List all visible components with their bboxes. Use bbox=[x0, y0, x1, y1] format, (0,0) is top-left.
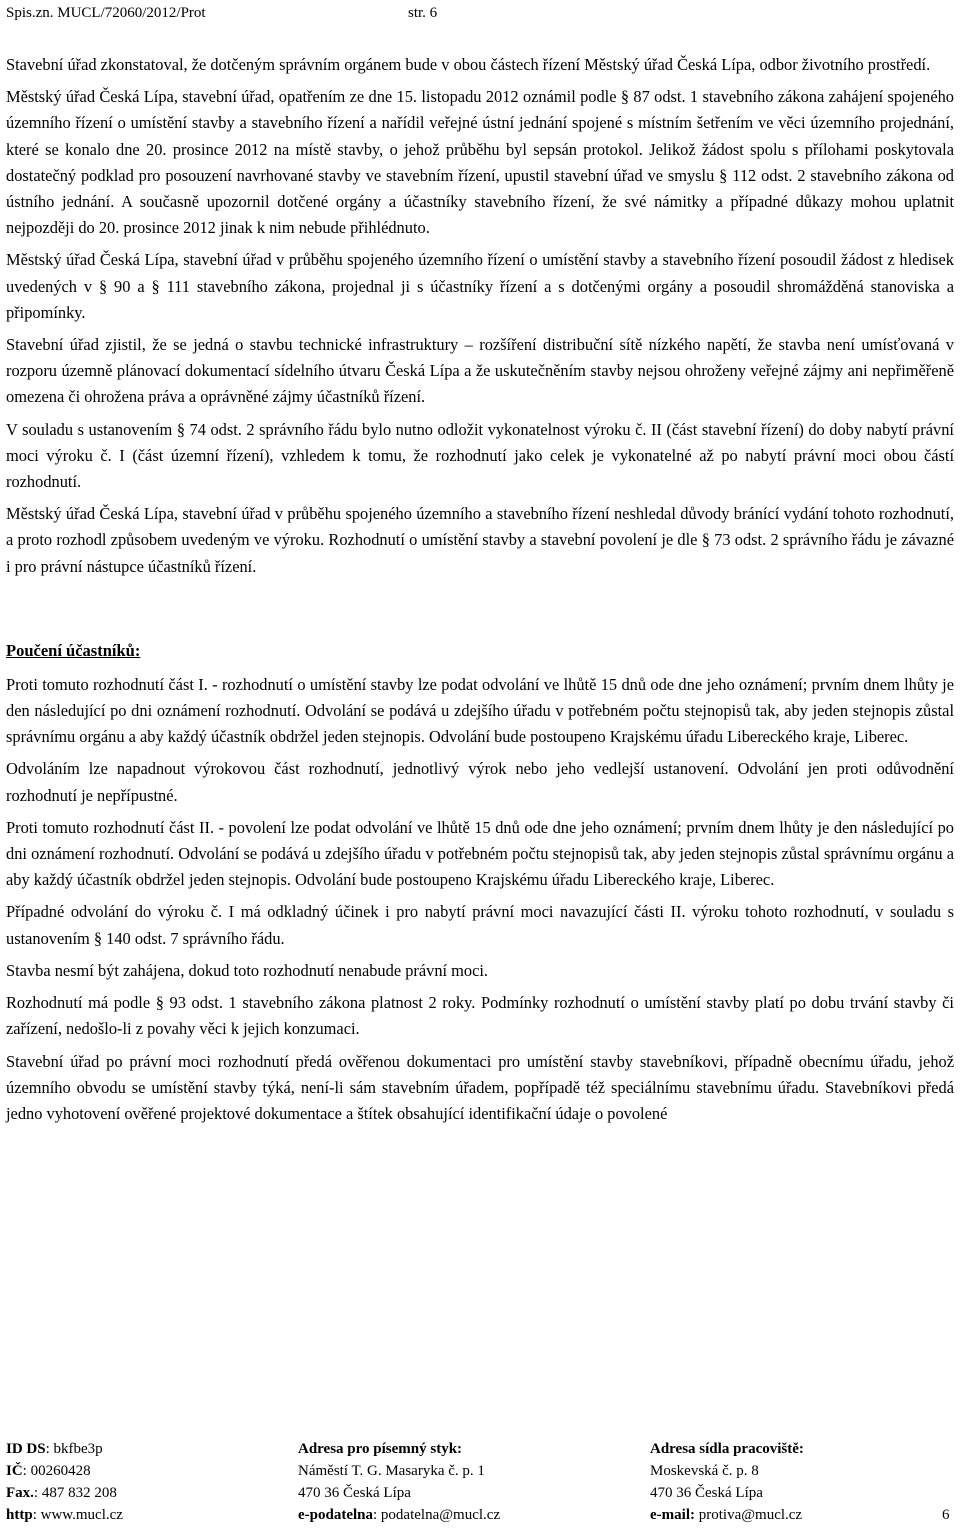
footer-contact-column bbox=[6, 1438, 123, 1526]
paragraph: Rozhodnutí má podle § 93 odst. 1 stavebního zákona platnost 2 roky. Podmínky rozhodnutí o umístění stavby platí po dobu trvání stavby či zařízení, nedošlo-li z povahy věci k jejich konzumaci. bbox=[6, 993, 954, 1039]
footer-postal-address bbox=[298, 1438, 500, 1526]
company-id: IČ: 00260428 bbox=[6, 1463, 91, 1479]
e-filing-address: e-podatelna: podatelna@mucl.cz bbox=[298, 1507, 501, 1523]
paragraph: Proti tomuto rozhodnutí část I. - rozhodnutí o umístění stavby lze podat odvolání ve lhůtě 15 dnů ode dne jeho oznámení; prvním dnem lhůty je den následující po dni oznámení rozhodnutí. Odvolání se podává u zdejšího úřadu v potřebném počtu stejnopisů tak, aby jeden stejnopis zůstal správnímu orgánu a aby každý účastník obdržel jeden stejnopis. Odvolání bude postoupeno Krajskému úřadu Libereckého kraje, Liberec. bbox=[6, 674, 954, 747]
paragraph: Městský úřad Česká Lípa, stavební úřad v průběhu spojeného územního a stavebního řízení neshledal důvody bránící vydání tohoto rozhodnutí, a proto rozhodl způsobem uvedeným ve výroku. Rozhodnutí o umístění stavby a stavební povolení je dle § 73 odst. 2 správního řádu je závazné i pro právní nástupce účastníků řízení. bbox=[6, 504, 954, 576]
file-reference: Spis.zn. MUCL/72060/2012/Prot bbox=[6, 5, 206, 21]
page-label: str. 6 bbox=[408, 5, 438, 21]
page-footer bbox=[6, 1438, 954, 1528]
paragraph: Odvoláním lze napadnout výrokovou část rozhodnutí, jednotlivý výrok nebo jeho vedlejší ustanovení. Odvolání jen proti odůvodnění rozhodnutí je nepřípustné. bbox=[6, 759, 954, 805]
page-header bbox=[6, 0, 954, 26]
paragraph: Stavba nesmí být zahájena, dokud toto rozhodnutí nenabude právní moci. bbox=[6, 960, 489, 980]
website: http: www.mucl.cz bbox=[6, 1507, 123, 1523]
office-address-heading: Adresa sídla pracoviště: bbox=[650, 1441, 804, 1457]
paragraph: Městský úřad Česká Lípa, stavební úřad, opatřením ze dne 15. listopadu 2012 oznámil podle § 87 odst. 1 stavebního zákona zahájení spojeného územního řízení o umístění stavby a stavebního řízení a nařídil veřejné ústní jednání spojené s místním šetřením ve věci územního projednání, které se konalo dne 20. prosince 2012 na místě stavby, o jehož průběhu byl sepsán protokol. Jelikož žádost spolu s přílohami poskytovala dostatečný podklad pro posouzení navrhované stavby ve stavebním řízení, upustil stavební úřad ve smyslu § 112 odst. 2 stavebního zákona od ústního jednání. A současně upozornil dotčené orgány a účastníky stavebního řízení, že své námitky a případné důkazy mohou uplatnit nejpozději do 20. prosince 2012 jinak k nim nebude přihlédnuto. bbox=[6, 87, 954, 238]
paragraph: Případné odvolání do výroku č. I má odkladný účinek i pro nabytí právní moci navazující části II. výroku tohoto rozhodnutí, v souladu s ustanovením § 140 odst. 7 správního řádu. bbox=[6, 902, 954, 948]
document-body bbox=[6, 52, 954, 1133]
paragraph: Stavební úřad po právní moci rozhodnutí předá ověřenou dokumentaci pro umístění stavby stavebníkovi, případně obecnímu úřadu, jehož územního obvodu se umístění stavby týká, není-li sám stavebním úřadem, popřípadě též speciálnímu stavebnímu úřadu. Stavebníkovi předá jedno vyhotovení ověřené projektové dokumentace a štítek obsahující identifikační údaje o povolené bbox=[6, 1051, 954, 1123]
postal-address-line: Náměstí T. G. Masaryka č. p. 1 bbox=[298, 1463, 485, 1479]
paragraph: Stavební úřad zjistil, že se jedná o stavbu technické infrastruktury – rozšíření distribuční sítě nízkého napětí, že stavba není umísťovaná v rozporu územně plánovací dokumentací sídelního útvaru Česká Lípa a že uskutečněním stavby nejsou ohroženy veřejné zájmy ani nepřiměřeně omezena či ohrožena práva a oprávněné zájmy účastníků řízení. bbox=[6, 335, 954, 407]
paragraph: Stavební úřad zkonstatoval, že dotčeným správním orgánem bude v obou částech řízení Městský úřad Česká Lípa, odbor životního prostředí. bbox=[6, 55, 931, 74]
fax-number: Fax.: 487 832 208 bbox=[6, 1485, 117, 1501]
paragraph: V souladu s ustanovením § 74 odst. 2 správního řádu bylo nutno odložit vykonatelnost výroku č. II (část stavební řízení) do doby nabytí právní moci výroku č. I (část územní řízení), vzhledem k tomu, že rozhodnutí jako celek je vykonatelné až po nabytí právní moci obou částí rozhodnutí. bbox=[6, 419, 954, 492]
paragraph: Proti tomuto rozhodnutí část II. - povolení lze podat odvolání ve lhůtě 15 dnů ode dne jeho oznámení; prvním dnem lhůty je den následující po dni oznámení rozhodnutí. Odvolání se podává u zdejšího úřadu v potřebném počtu stejnopisů tak, aby jeden stejnopis zůstal správnímu orgánu a aby každý účastník obdržel jeden stejnopis. Odvolání bude postoupeno Krajskému úřadu Libereckého kraje, Liberec. bbox=[6, 817, 954, 890]
postal-address-heading: Adresa pro písemný styk: bbox=[298, 1441, 463, 1457]
paragraph: Městský úřad Česká Lípa, stavební úřad v průběhu spojeného územního řízení o umístění stavby a stavebního řízení posoudil žádost z hledisek uvedených v § 90 a § 111 stavebního zákona, projednal ji s účastníky řízení a s dotčenými orgány a posoudil shromážděná stanoviska a připomínky. bbox=[6, 250, 954, 322]
email-address: e-mail: protiva@mucl.cz bbox=[650, 1507, 803, 1523]
footer-office-address bbox=[650, 1438, 804, 1526]
instructions-heading: Poučení účastníků: bbox=[6, 640, 141, 660]
postal-address-line: 470 36 Česká Lípa bbox=[298, 1485, 411, 1501]
office-address-line: 470 36 Česká Lípa bbox=[650, 1485, 763, 1501]
page-number: 6 bbox=[942, 1507, 950, 1523]
data-box-id: ID DS: bkfbe3p bbox=[6, 1441, 103, 1457]
office-address-line: Moskevská č. p. 8 bbox=[650, 1463, 759, 1479]
